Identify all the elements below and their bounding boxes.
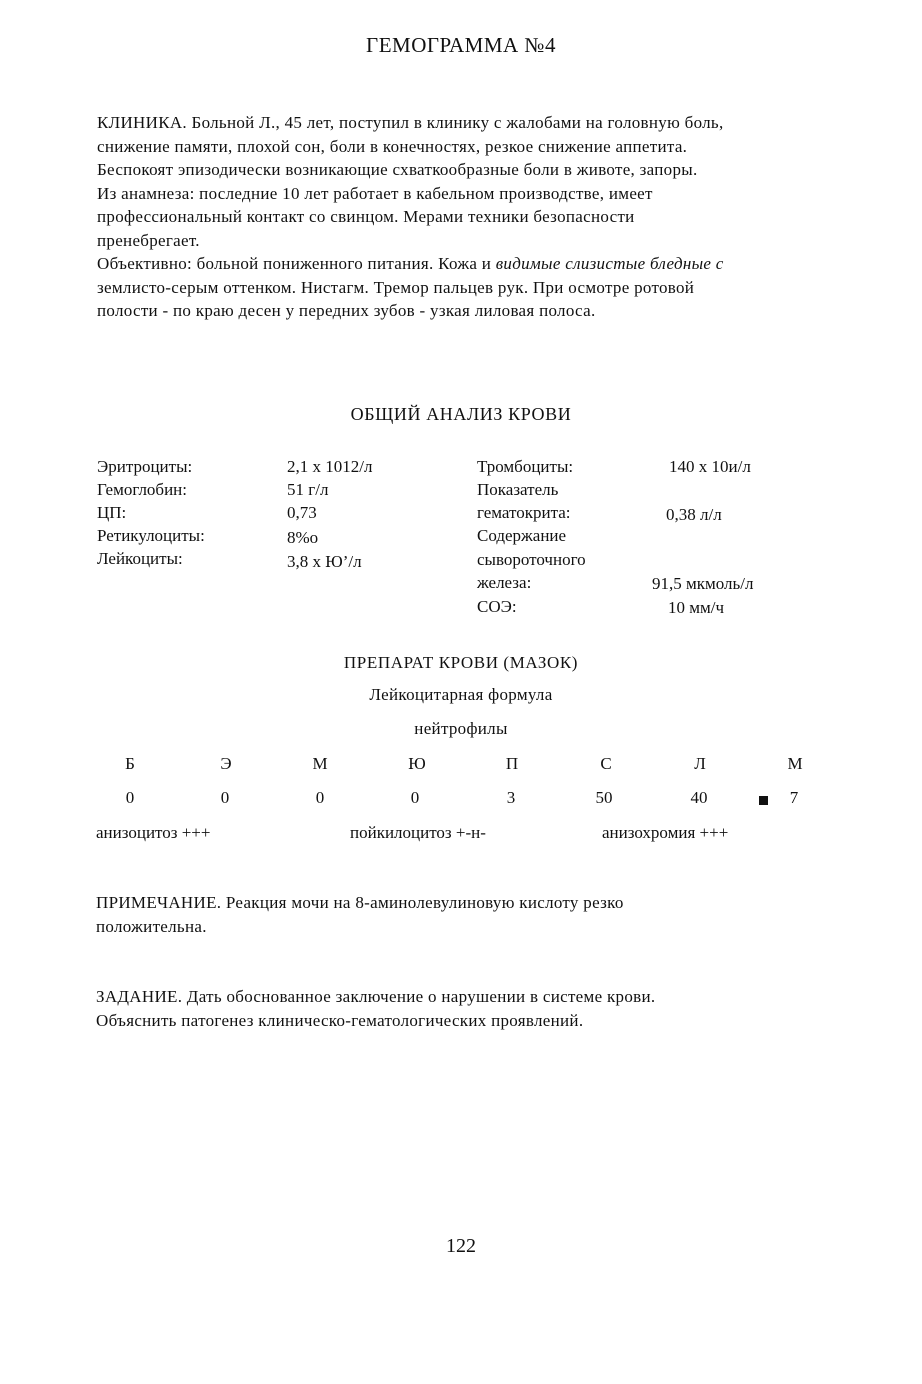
left-value: 3,8 x Ю’/л: [287, 552, 362, 571]
objective-text: Объективно: больной пониженного питания. Кожа и: [97, 254, 496, 273]
right-value: 10 мм/ч: [668, 598, 725, 617]
formula-column-header: Ю: [408, 754, 426, 773]
formula-value: 40: [690, 788, 708, 807]
left-label: ЦП:: [97, 503, 127, 522]
task-line: Объяснить патогенез клиническо-гематологических проявлений.: [96, 1010, 584, 1030]
right-label: Тромбоциты:: [477, 457, 574, 476]
formula-column-header: Л: [694, 754, 706, 773]
formula-column-header: Б: [125, 754, 135, 773]
formula-column-header: С: [600, 754, 612, 773]
left-label: Ретикулоциты:: [97, 526, 205, 545]
right-label: Содержание: [477, 526, 567, 545]
clinic-line: профессиональный контакт со свинцом. Мерами техники безопасности: [97, 207, 635, 226]
clinic-line: снижение памяти, плохой сон, боли в конечностях, резкое снижение аппетита.: [97, 136, 688, 156]
clinic-line: пренебрегает.: [97, 230, 200, 250]
task-paragraph: [96, 985, 655, 1032]
leukocyte-formula-heading: Лейкоцитарная формула: [369, 685, 553, 704]
formula-column-header: Э: [220, 754, 232, 773]
formula-column-header: М: [312, 754, 328, 773]
blood-test-heading: ОБЩИЙ АНАЛИЗ КРОВИ: [350, 404, 572, 424]
left-label: Гемоглобин:: [97, 480, 187, 499]
formula-value: 0: [125, 788, 135, 807]
right-value: 91,5 мкмоль/л: [652, 574, 754, 593]
right-label: гематокрита:: [477, 503, 571, 522]
page-title: ГЕМОГРАММА №4: [366, 33, 556, 57]
formula-value: 0: [410, 788, 420, 807]
formula-value: 50: [595, 788, 613, 807]
smear-heading: ПРЕПАРАТ КРОВИ (МАЗОК): [343, 653, 579, 672]
left-label: Лейкоциты:: [97, 549, 183, 568]
note-paragraph: [96, 891, 624, 938]
objective-italic-text: видимые слизистые бледные с: [495, 254, 724, 273]
right-label: железа:: [477, 573, 532, 592]
morphology-anisochromia: анизохромия +++: [602, 823, 729, 842]
page-number: 122: [446, 1235, 476, 1257]
formula-column-header: П: [505, 754, 519, 773]
morphology-anisocytosis: анизоцитоз +++: [96, 823, 211, 842]
clinic-line: Из анамнеза: последние 10 лет работает в кабельном производстве, имеет: [97, 183, 653, 203]
left-value: 2,1 x 1012/л: [287, 457, 373, 476]
morphology-poikilocytosis: пойкилоцитоз +-н-: [350, 823, 486, 842]
note-line: положительна.: [96, 916, 207, 936]
task-line: ЗАДАНИЕ. Дать обоснованное заключение о нарушении в системе крови.: [96, 987, 656, 1006]
formula-value: 0: [315, 788, 325, 807]
formula-value: 3: [506, 788, 516, 807]
right-label: сывороточного: [477, 550, 586, 569]
clinic-line: КЛИНИКА. Больной Л., 45 лет, поступил в клинику с жалобами на головную боль,: [97, 113, 724, 132]
right-value: 0,38 л/л: [666, 505, 722, 524]
formula-value: 7: [789, 788, 799, 807]
objective-line: [97, 252, 724, 276]
note-line: ПРИМЕЧАНИЕ. Реакция мочи на 8-аминолевулиновую кислоту резко: [96, 893, 624, 912]
right-label: Показатель: [477, 480, 559, 499]
left-value: 51 г/л: [287, 480, 329, 499]
clinic-line: землисто-серым оттенком. Нистагм. Тремор пальцев рук. При осмотре ротовой: [97, 277, 695, 297]
clinic-line: Беспокоят эпизодически возникающие схваткообразные боли в животе, запоры.: [97, 160, 698, 179]
left-label: Эритроциты:: [97, 457, 193, 476]
left-value: 0,73: [287, 503, 317, 522]
clinic-line: полости - по краю десен у передних зубов - узкая лиловая полоса.: [97, 301, 596, 320]
left-value: 8%o: [287, 528, 319, 547]
clinic-paragraph: [97, 111, 724, 323]
right-label: СОЭ:: [477, 597, 517, 616]
neutrophils-heading: нейтрофилы: [414, 719, 508, 738]
formula-value: 0: [220, 788, 230, 807]
formula-column-header: М: [787, 754, 803, 773]
right-value: 140 x 10и/л: [669, 457, 751, 476]
